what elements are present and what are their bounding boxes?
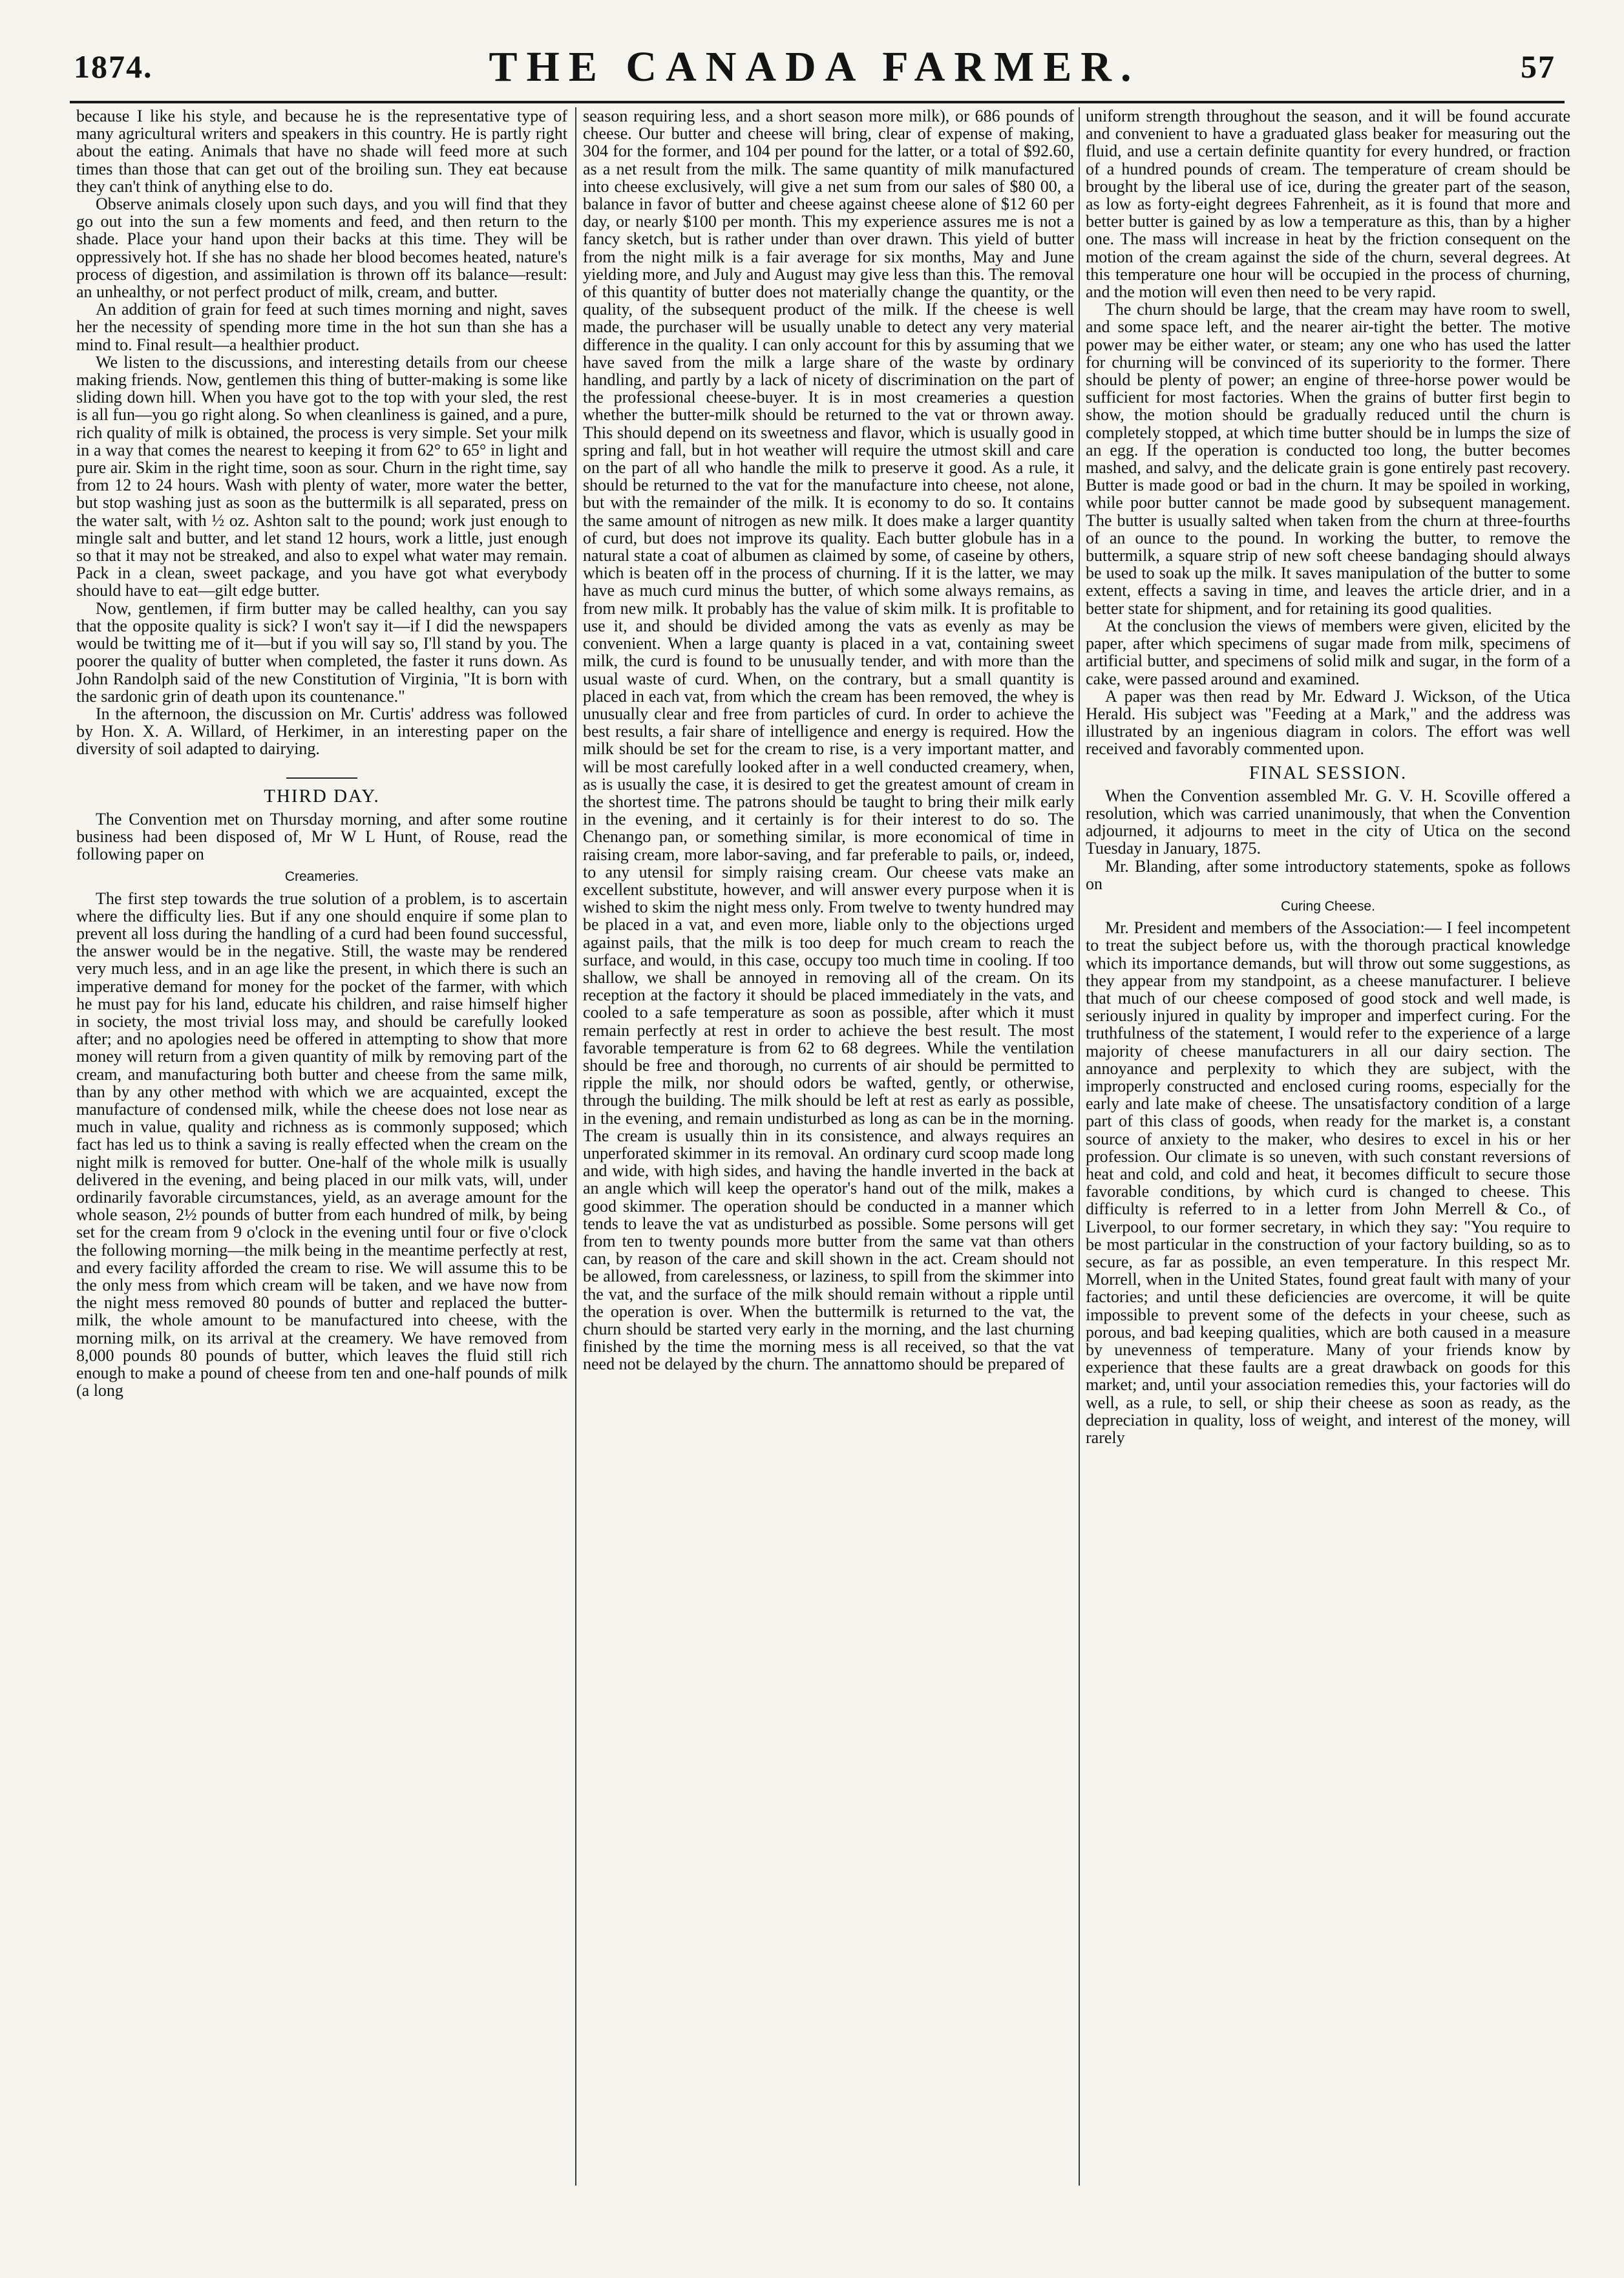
article-paragraph: The Convention met on Thursday morning, and after some routine business had been disposed of, Mr W L Hunt, of Rouse, read the following paper on — [76, 809, 567, 864]
page-number: 57 — [1521, 48, 1555, 85]
header-year: 1874. — [74, 48, 153, 85]
article-paragraph: Observe animals closely upon such days, and you will find that they go out into the sun a few moments and feed, and then return to the shade. Place your hand upon their backs at this time. They will be oppressively hot. If she has no shade her blood becomes heated, nature's process of digestion, and assimilation is thrown off its balance—result: an unhealthy, or not perfect product of milk, cream, and butter. — [76, 195, 567, 302]
section-heading: THIRD DAY. — [264, 785, 380, 807]
article-paragraph: In the afternoon, the discussion on Mr. Curtis' address was followed by Hon. X. A. Willard, of Herkimer, in an interesting paper on the diversity of soil adapted to dairying. — [76, 704, 567, 759]
article-paragraph: We listen to the discussions, and interesting details from our cheese making friends. Now, gentlemen this thing of butter-making is some like sliding down hill. When you have got to the top with your sled, the rest is all fun—you go right along. So when cleanliness is gained, and a pure, rich quality of milk is obtained, the process is very simple. Set your milk in a way that comes the nearest to keeping it from 62° to 65° in light and pure air. Skim in the right time, soon as sour. Churn in the right time, say from 12 to 24 hours. Wash with plenty of water, more water the better, but stop washing just as soon as the buttermilk is all separated, press on the water salt, with ½ oz. Ashton salt to the pound; work just enough to mingle salt and butter, and let stand 12 hours, work a little, just enough so that it may not be streaked, and also to expel what water may remain. Pack in a clean, sweet package, and you have got what everybody should have to eat—gilt edge butter. — [76, 352, 567, 600]
article-paragraph: An addition of grain for feed at such times morning and night, saves her the necessity of spending more time in the hot sun than she has a mind to. Final result—a healthier product. — [76, 300, 567, 354]
article-paragraph: uniform strength throughout the season, and it will be found accurate and convenient to have a graduated glass beaker for measuring out the fluid, and use a certain definite quantity for every hundred, or fraction of a hundred pounds of cream. The temperature of cream should be brought by the liberal use of ice, during the greater part of the season, as low as forty-eight degrees Fahrenheit, as it is found that more and better butter is gained by as low a temperature as this, than by a higher one. The mass will increase in heat by the friction consequent on the motion of the cream against the side of the churn, several degrees. At this temperature one hour will be occupied in the process of churning, and the motion will even then need to be very rapid. — [1086, 107, 1570, 302]
column-middle — [583, 107, 1074, 2188]
article-paragraph: Mr. President and members of the Association:— I feel incompetent to treat the subject before us, with the thorough practical knowledge which its importance demands, but will throw out some suggestions, as they appear from my standpoint, as a cheese manufacturer. I believe that much of our cheese composed of good stock and well made, is seriously injured in quality by improper and imperfect curing. For the truthfulness of the statement, I would refer to the experience of a large majority of cheese manufacturers in all our dairy section. The annoyance and perplexity to which they are subject, with the improperly constructed and enclosed curing rooms, especially for the early and late make of cheese. The unsatisfactory condition of a large part of this class of goods, when ready for the market is, a constant source of anxiety to the maker, who desires to excel in his or her profession. Our climate is so uneven, with such constant reversions of heat and cold, and cold and heat, it becomes difficult to secure those favorable conditions, by which curd is changed to cheese. This difficulty is referred to in a letter from John Merrell & Co., of Liverpool, to our former secretary, in which they say: "You require to be most particular in the construction of your factory building, so as to secure, as far as possible, an even temperature. In this respect Mr. Morrell, when in the United States, found great fault with many of your factories; and until these deficiencies are overcome, it will be quite impossible to prevent some of the defects in your cheese, such as porous, and bad keeping qualities, which are both caused in a measure by unevenness of temperature. Many of your friends know by experience that these faults are a great drawback on goods for this market; and, until your association remedies this, your factories will do well, as a rule, to sell, or ship their cheese as soon as ready, as the depreciation in quality, loss of weight, and interest of the money, will rarely — [1086, 918, 1570, 1448]
section-heading: FINAL SESSION. — [1249, 762, 1408, 783]
article-paragraph: because I like his style, and because he is the representative type of many agricultural writers and speakers in this country. He is partly right about the eating. Animals that have no shade will feed more at such times than those that can get out of the broiling sun. They eat because they can't think of anything else to do. — [76, 107, 567, 196]
header-rule — [70, 101, 1565, 103]
article-paragraph: A paper was then read by Mr. Edward J. Wickson, of the Utica Herald. His subject was "Feeding at a Mark," and the address was illustrated by an ingenious diagram in colors. The effort was well received and favorably commented upon. — [1086, 686, 1570, 759]
article-paragraph: When the Convention assembled Mr. G. V. H. Scoville offered a resolution, which was carried unanimously, that when the Convention adjourned, it adjourns to meet in the city of Utica on the second Tuesday in January, 1875. — [1086, 786, 1570, 858]
article-paragraph: The first step towards the true solution of a problem, is to ascertain where the difficulty lies. But if any one should enquire if some plan to prevent all loss during the handling of a curd had been found successful, the answer would be in the negative. Still, the waste may be rendered very much less, and in an age like the present, in which there is such an imperative demand for money for the pocket of the farmer, with which he must pay for his land, educate his children, and raise himself higher in society, the most trivial loss may, and should be carefully looked after; and no apologies need be offered in attempting to show that more money will return from a given quantity of milk by removing part of the cream, and manufacturing both butter and cheese from the same milk, than by any other method with which we are acquainted, except the manufacture of condensed milk, while the cheese does not lose near as much in value, quality and richness as is commonly supposed; which fact has led us to think a saving is really effected when the cream on the night milk is removed for butter. One-half of the whole milk is usually delivered in the evening, and being placed in our milk vats, will, under ordinarily favorable circumstances, yield, as an average amount for the whole season, 2½ pounds of butter from each hundred of milk, by being set for the cream from 9 o'clock in the evening until four or five o'clock the following morning—the milk being in the meantime perfectly at rest, and every facility afforded the cream to rise. We will assume this to be the only mess from which cream will be taken, and we have now from the night mess removed 80 pounds of butter and replaced the butter-milk, the whole amount to be manufactured into cheese, with the morning milk, on its arrival at the creamery. We have removed from 8,000 pounds 80 pounds of butter, which leaves the fluid still rich enough to make a pound of cheese from ten and one-half pounds of milk (a long — [76, 889, 567, 1400]
article-paragraph: The churn should be large, that the cream may have room to swell, and some space left, and the nearer air-tight the better. The motive power may be either water, or steam; any one who has used the latter for churning will be convinced of its superiority to the former. There should be plenty of power; an engine of three-horse power would be sufficient for most factories. When the grains of butter first begin to show, the motion should be gradually reduced until the churn is completely stopped, at which time butter should be in lumps the size of an egg. If the operation is conducted too long, the butter becomes mashed, and salvy, and the delicate grain is gone entirely past recovery. Butter is made good or bad in the churn. It may be spoiled in working, while poor butter cannot be made good by subsequent management. The butter is usually salted when taken from the churn at three-fourths of an ounce to the pound. In working the butter, to remove the buttermilk, a square strip of new soft cheese bandaging should always be used to soak up the milk. It saves manipulation of the butter to some extent, effects a saving in time, and leaves the article drier, and in a better state for shipment, and for retaining its good qualities. — [1086, 300, 1570, 618]
column-divider — [1079, 107, 1080, 2186]
subsection-title: Creameries. — [284, 869, 359, 885]
subsection-title: Curing Cheese. — [1281, 898, 1375, 914]
column-right — [1086, 107, 1570, 2188]
masthead-title: THE CANADA FARMER. — [489, 43, 1141, 90]
article-paragraph: At the conclusion the views of members were given, elicited by the paper, after which specimens of sugar made from milk, specimens of artificial butter, and specimens of solid milk and sugar, in the form of a cake, were passed around and examined. — [1086, 616, 1570, 688]
article-paragraph: season requiring less, and a short season more milk), or 686 pounds of cheese. Our butter and cheese will bring, clear of expense of making, 304 for the former, and 104 per pound for the latter, or a total of $92.60, as a net result from the milk. The same quantity of milk manufactured into cheese exclusively, will give a net sum from our sales of $80 00, a balance in favor of butter and cheese against cheese alone of $12 60 per day, or nearly $100 per month. This my experience assures me is not a fancy sketch, but is rather under than over drawn. This yield of butter from the night milk is a fair average for six months, May and June yielding more, and July and August may give less than this. The removal of this quantity of butter does not materially change the quantity, or the quality, of the subsequent product of the milk. If the cheese is well made, the purchaser will be usually unable to detect any very material difference in the quality. I can only account for this by assuming that we have saved from the milk a large share of the waste by ordinary handling, and partly by a lack of nicety of discrimination on the part of the professional cheese-buyer. It is in most creameries a question whether the butter-milk should be returned to the vat or thrown away. This should depend on its sweetness and flavor, which is usually good in spring and fall, but in hot weather will require the utmost skill and care on the part of all who handle the milk to preserve it good. As a rule, it should be returned to the vat for the manufacture into cheese, not alone, but with the remainder of the milk. It is economy to do so. It contains the same amount of nitrogen as new milk. It does make a larger quantity of curd, but does not improve its quality. Each butter globule has in a natural state a coat of albumen as claimed by some, of caseine by others, which is beaten off in the process of churning. If it is the latter, we may have as much curd minus the butter, of which some always remains, as from new milk. It probably has the value of skim milk. It is profitable to use it, and should be divided among the vats as evenly as may be convenient. When a large quanty is placed in a vat, containing sweet milk, the curd is found to be unusually tender, and with more than the usual waste of curd. When, on the contrary, but a small quantity is placed in each vat, from which the cream has been removed, the whey is unusually clear and free from particles of curd. In order to achieve the best results, a fair share of intelligence and energy is required. How the milk should be set for the cream to rise, is a very important matter, and will be most carefully looked after in a well conducted creamery, when, as is usually the case, it is desired to get the greatest amount of cream in the shortest time. The patrons should be taught to bring their milk early in the evening, and it certainly is for their interest to do so. The Chenango pan, or something similar, is more economical of time in raising cream, more labor-saving, and far preferable to pails, or, indeed, to any utensil for simply raising cream. Our cheese vats make an excellent substitute, however, and will answer every purpose when it is wished to skim the night mess only. From twelve to twenty hundred may be placed in a vat, and even more, liable only to the objections urged against pails, that the milk is too deep for much cream to reach the surface, and would, in this case, occupy too much time in cooling. If too shallow, we shall be annoyed in removing all of the cream. On its reception at the factory it should be placed immediately in the vats, and cooled to a safe temperature as soon as possible, after which it must remain perfectly at rest in order to achieve the best result. The most favorable temperature is from 62 to 68 degrees. While the ventilation should be free and thorough, no currents of air should be permitted to ripple the milk, nor should odors be wafted, gently, or otherwise, through the building. The milk should be left at rest as early as possible, in the evening, and remain undisturbed as long as can be in the morning. The cream is usually thin in its consistence, and always requires an unperforated skimmer in its removal. An ordinary curd scoop made long and wide, with high sides, and having the handle inverted in the back at an angle which will keep the operator's hand out of the milk, makes a good skimmer. The operation should be conducted in a manner which tends to leave the vat as undisturbed as possible. Some persons will get from ten to twenty pounds more butter from the same vat than others can, by reason of the care and skill shown in the act. Cream should not be allowed, from carelessness, or laziness, to spill from the skimmer into the vat, and the surface of the milk should remain without a ripple until the operation is over. When the buttermilk is returned to the vat, the churn should be started very early in the morning, and the last churning finished by the time the morning mess is all received, so that the vat need not be delayed by the churn. The annattomo should be prepared of — [583, 107, 1074, 1374]
article-paragraph: Now, gentlemen, if firm butter may be called healthy, can you say that the opposite quality is sick? I won't say it—if I did the newspapers would be twitting me of it—but if you will say so, I'll stand by you. The poorer the quality of butter when completed, the faster it runs down. As John Randolph said of the new Constitution of Virginia, "It is born with the sardonic grin of death upon its countenance." — [76, 598, 567, 706]
column-left — [76, 107, 567, 2188]
page-header — [70, 39, 1559, 103]
section-separator — [286, 777, 357, 779]
column-divider — [575, 107, 576, 2186]
article-paragraph: Mr. Blanding, after some introductory statements, spoke as follows on — [1086, 856, 1570, 893]
